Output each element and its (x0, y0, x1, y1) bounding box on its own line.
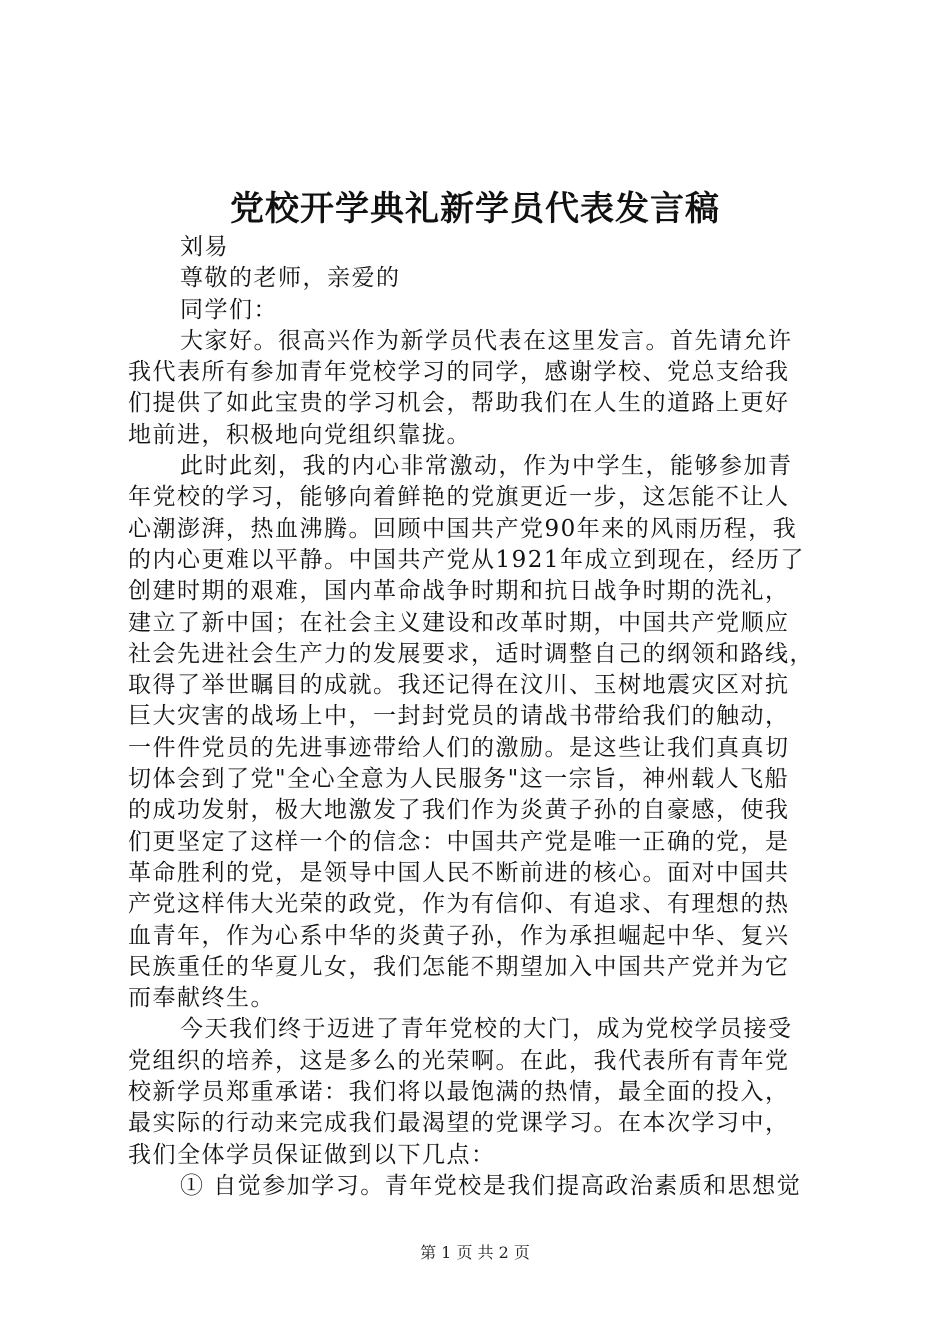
text-line: 此时此刻，我的内心非常激动，作为中学生，能够参加青 (180, 453, 793, 480)
text-line: 党组织的培养，这是多么的光荣啊。在此，我代表所有青年党 (128, 1047, 790, 1074)
text-line: 们更坚定了这样一个的信念：中国共产党是唯一正确的党，是 (128, 828, 790, 855)
text-line: 尊敬的老师，亲爱的 (180, 265, 401, 292)
text-line: 今天我们终于迈进了青年党校的大门，成为党校学员接受 (180, 1016, 793, 1043)
text-line: 我们全体学员保证做到以下几点： (128, 1141, 496, 1168)
text-line: 一件件党员的先进事迹带给人们的激励。是这些让我们真真切 (128, 734, 790, 761)
text-line: 革命胜利的党，是领导中国人民不断前进的核心。面对中国共 (128, 859, 790, 886)
text-line: 们提供了如此宝贵的学习机会，帮助我们在人生的道路上更好 (128, 390, 790, 417)
document-body (128, 232, 832, 1202)
text-line: 创建时期的艰难，国内革命战争时期和抗日战争时期的洗礼， (128, 578, 790, 605)
text-line: 年党校的学习，能够向着鲜艳的党旗更近一步，这怎能不让人 (128, 484, 790, 511)
text-line: 取得了举世瞩目的成就。我还记得在汶川、玉树地震灾区对抗 (128, 672, 790, 699)
document-title: 党校开学典礼新学员代表发言稿 (230, 189, 720, 229)
page-footer: 第 1 页 共 2 页 (420, 1243, 530, 1262)
text-line: 产党这样伟大光荣的政党，作为有信仰、有追求、有理想的热 (128, 891, 790, 918)
text-line: 大家好。很高兴作为新学员代表在这里发言。首先请允许 (180, 327, 793, 354)
text-line: ① 自觉参加学习。青年党校是我们提高政治素质和思想觉 (180, 1172, 802, 1199)
text-line: 我代表所有参加青年党校学习的同学，感谢学校、党总支给我 (128, 359, 790, 386)
text-line: 校新学员郑重承诺：我们将以最饱满的热情，最全面的投入， (128, 1079, 790, 1106)
text-line: 民族重任的华夏儿女，我们怎能不期望加入中国共产党并为它 (128, 953, 790, 980)
text-line: 心潮澎湃，热血沸腾。回顾中国共产党90年来的风雨历程，我 (128, 515, 798, 542)
text-line: 社会先进社会生产力的发展要求，适时调整自己的纲领和路线， (128, 640, 814, 667)
text-line: 的成功发射，极大地激发了我们作为炎黄子孙的自豪感，使我 (128, 797, 790, 824)
text-line: 最实际的行动来完成我们最渴望的党课学习。在本次学习中， (128, 1110, 790, 1137)
text-line: 切体会到了党"全心全意为人民服务"这一宗旨，神州载人飞船 (128, 766, 790, 793)
text-line: 血青年，作为心系中华的炎黄子孙，作为承担崛起中华、复兴 (128, 922, 790, 949)
text-line: 巨大灾害的战场上中，一封封党员的请战书带给我们的触动， (128, 703, 790, 730)
text-line: 建立了新中国；在社会主义建设和改革时期，中国共产党顺应 (128, 609, 790, 636)
text-line: 而奉献终生。 (128, 985, 275, 1012)
text-line: 的内心更难以平静。中国共产党从1921年成立到现在，经历了 (128, 546, 806, 573)
text-line: 地前进，积极地向党组织靠拢。 (128, 421, 471, 448)
text-line: 同学们： (180, 296, 278, 323)
text-line: 刘易 (180, 234, 229, 260)
